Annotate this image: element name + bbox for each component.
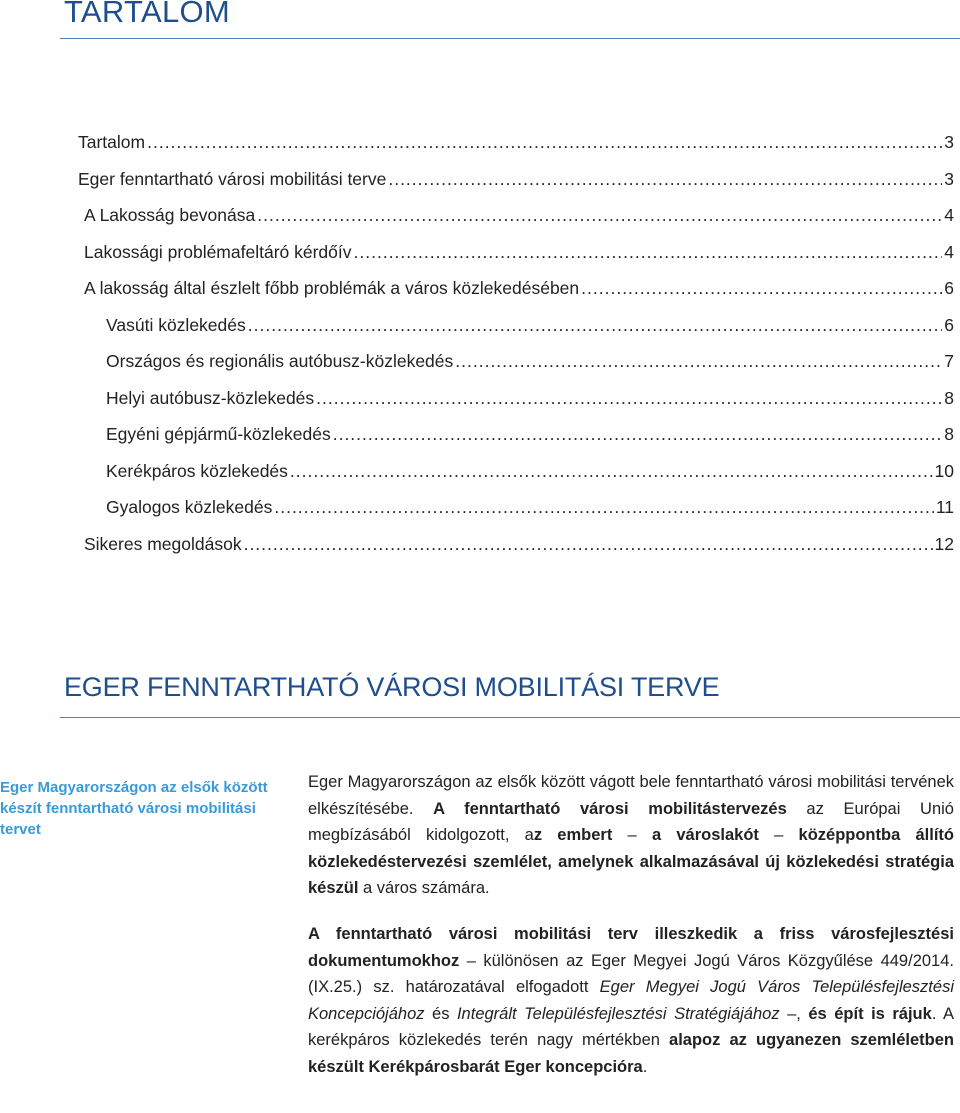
p1-dash: – <box>758 826 799 844</box>
toc-entry-page: 12 <box>934 533 954 554</box>
p2-text: és <box>424 1004 457 1023</box>
toc-entry-kerekparos[interactable] <box>106 455 954 488</box>
toc-entry-label: Kerékpáros közlekedés <box>106 460 288 481</box>
toc-leader-dots <box>581 278 942 299</box>
p2-text: – különösen az Eger Megyei Jogú Város Közgyűlése 449/2014. (IX.25.) sz. határozatával elfogadott <box>308 951 954 996</box>
toc-leader-dots <box>274 497 933 518</box>
toc-leader-dots <box>455 351 942 372</box>
toc-entry-label: Egyéni gépjármű-közlekedés <box>106 424 331 444</box>
toc-entry-vasuti[interactable] <box>106 309 954 342</box>
toc-entry-label: Eger fenntartható városi mobilitási terve <box>78 168 387 189</box>
p2-text: . A kerékpáros közlekedés terén nagy mértékben <box>308 1004 955 1049</box>
toc-entry-kerdoiv[interactable] <box>84 236 954 269</box>
p1-text: az Európai Unió megbízásából kidolgozott, a <box>308 799 954 844</box>
body-paragraph-2 <box>308 921 954 1080</box>
toc-leader-dots <box>354 242 943 263</box>
toc-entry-sikeres-megoldasok[interactable] <box>84 528 954 561</box>
title-rule <box>60 38 960 39</box>
p2-bold: alapoz az ugyanezen szemléletben készült Kerékpárosbarát Eger koncepcióra <box>308 1031 955 1076</box>
toc-entry-gepjarmu[interactable] <box>106 418 954 451</box>
toc-entry-page: 11 <box>935 497 954 517</box>
section-title: EGER FENNTARTHATÓ VÁROSI MOBILITÁSI TERVE <box>64 672 720 702</box>
toc-entry-mobilitasi-terv[interactable] <box>78 163 954 196</box>
toc-leader-dots <box>333 424 943 445</box>
toc-entry-page: 8 <box>944 424 954 444</box>
toc-entry-label: Lakossági problémafeltáró kérdőív <box>84 241 352 262</box>
toc-leader-dots <box>257 205 942 226</box>
p1-dash: – <box>612 826 652 844</box>
toc-entry-lakossag-bevonasa[interactable] <box>84 199 954 232</box>
toc-leader-dots <box>290 461 933 482</box>
p2-text: –, <box>779 1004 809 1023</box>
toc-entry-page: 8 <box>944 387 954 408</box>
body-paragraph-1 <box>308 769 954 902</box>
toc-entry-label: A lakosság által észlelt főbb problémák a város közlekedésében <box>84 278 580 298</box>
toc-entry-page: 10 <box>934 460 954 481</box>
p2-italic: Integrált Településfejlesztési Stratégiájához <box>456 1004 780 1023</box>
toc-leader-dots <box>388 169 942 190</box>
toc-entry-label: A Lakosság bevonása <box>84 205 256 225</box>
p1-bold: középpontba állító közlekedéstervezési szemlélet, amelynek alkalmazásával új közlekedési stratégia készül <box>308 826 954 897</box>
toc-entry-page: 3 <box>944 168 954 189</box>
toc-entry-label: Sikeres megoldások <box>84 533 242 554</box>
p1-bold: z embert <box>533 826 613 844</box>
toc-entry-label: Vasúti közlekedés <box>106 314 246 335</box>
p2-italic: Eger Megyei Jogú Város Településfejlesztési Koncepciójához <box>308 978 954 1023</box>
p1-bold: a városlakót <box>651 826 759 844</box>
toc-entry-orszagos-autobusz[interactable] <box>106 345 954 378</box>
toc-entry-label: Gyalogos közlekedés <box>106 497 273 517</box>
toc-entry-page: 3 <box>944 132 954 152</box>
page-title: TARTALOM <box>64 0 231 29</box>
p2-bold: és épít is rájuk <box>808 1004 932 1023</box>
p1-text: Eger Magyarországon az elsők között vágott bele fenntartható városi mobilitási tervének elkészítésébe. <box>308 773 954 818</box>
toc-entry-page: 6 <box>944 314 954 335</box>
toc-entry-label: Tartalom <box>78 132 146 152</box>
sidebar-note: Eger Magyarországon az elsők között készít fenntartható városi mobilitási tervet <box>0 779 268 838</box>
toc-entry-page: 4 <box>944 241 954 262</box>
toc-leader-dots <box>147 132 942 153</box>
toc-entry-page: 4 <box>944 205 954 225</box>
toc-entry-page: 6 <box>944 278 954 298</box>
section-rule <box>60 717 960 718</box>
toc-entry-gyalogos[interactable] <box>106 491 954 524</box>
toc-leader-dots <box>248 315 943 336</box>
p2-text: . <box>642 1057 648 1076</box>
toc-entry-helyi-autobusz[interactable] <box>106 382 954 415</box>
p1-text: a város számára. <box>358 879 490 897</box>
toc-entry-label: Helyi autóbusz-közlekedés <box>106 387 315 408</box>
toc-entry-fobb-problemak[interactable] <box>84 272 954 305</box>
p2-bold: A fenntartható városi mobilitási terv illeszkedik a friss városfejlesztési dokumentumokhoz <box>308 925 954 970</box>
toc-leader-dots <box>316 388 942 409</box>
toc-entry-tartalom[interactable] <box>78 126 954 159</box>
p1-bold: A fenntartható városi mobilitástervezés <box>433 799 787 818</box>
toc-entry-page: 7 <box>944 351 954 371</box>
toc-leader-dots <box>244 534 933 555</box>
toc-entry-label: Országos és regionális autóbusz-közlekedés <box>106 351 454 371</box>
